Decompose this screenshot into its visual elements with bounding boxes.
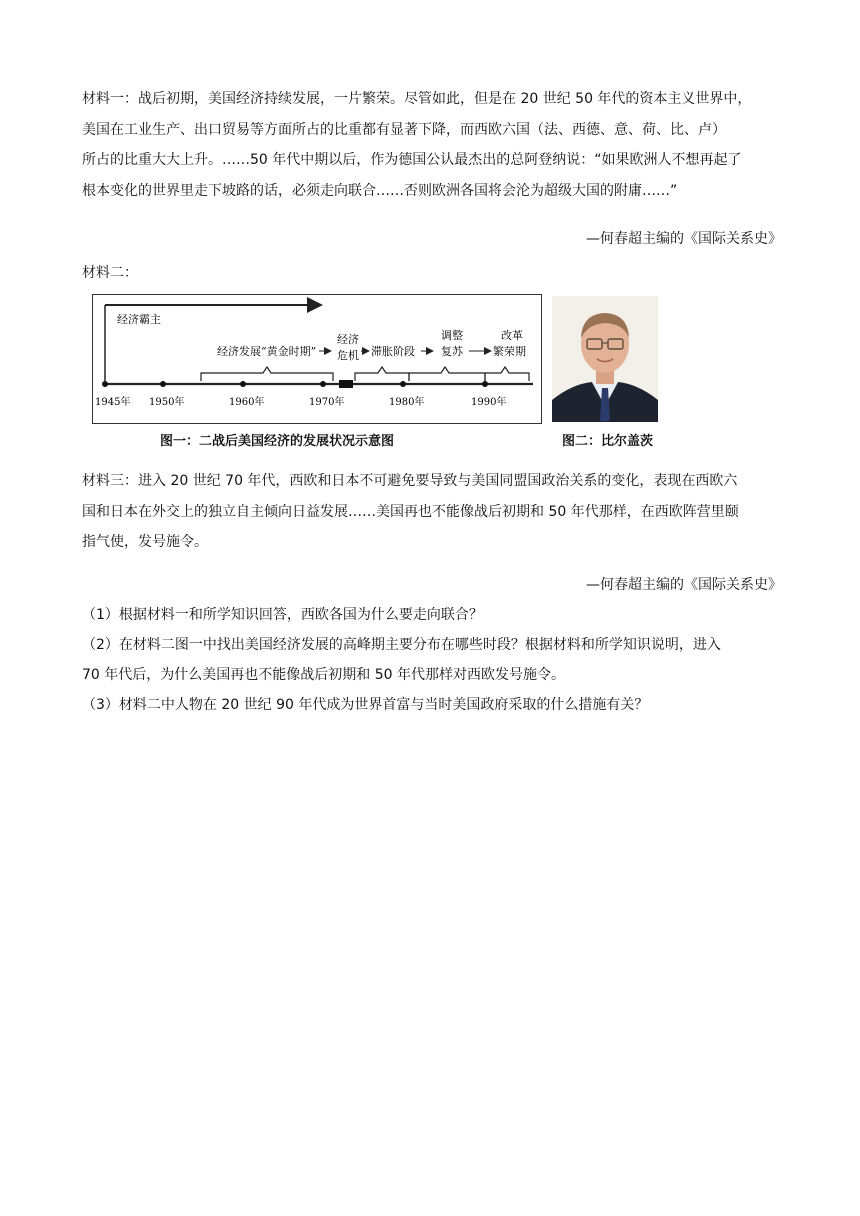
question-2-line1: （2）在材料二图一中找出美国经济发展的高峰期主要分布在哪些时段？根据材料和所学知识说明，进入: [82, 637, 721, 653]
timeline-diagram: [93, 295, 541, 423]
year-label: 1960年: [229, 397, 265, 408]
material2-label: 材料二：: [82, 265, 138, 281]
stage-adjust-2: 复苏: [441, 345, 463, 358]
stage-golden-age: 经济发展“黄金时期”: [217, 345, 317, 358]
questions-block: [82, 600, 782, 720]
year-label: 1990年: [471, 397, 507, 408]
tick-dot: [400, 381, 406, 387]
stage-crisis-2: 危机: [337, 349, 359, 362]
material1-line: 美国在工业生产、出口贸易等方面所占的比重都有显著下降，而西欧六国（法、西德、意、荷、比、卢）: [82, 121, 726, 138]
year-label: 1945年: [95, 397, 131, 408]
timeline-figure: [92, 294, 542, 424]
figure1-caption: 图一：二战后美国经济的发展状况示意图: [160, 434, 395, 449]
stage-adjust-1: 调整: [441, 329, 463, 342]
material3-line: 国和日本在外交上的独立自主倾向日益发展……美国再也不能像战后初期和 50 年代那样，在西欧阵营里颐: [82, 503, 739, 520]
bill-gates-photo: [552, 296, 658, 422]
hegemon-label: 经济霸主: [117, 313, 161, 326]
tick-dot: [320, 381, 326, 387]
stage-stagflation: 滞胀阶段: [371, 345, 415, 358]
stage-crisis-1: 经济: [337, 333, 359, 346]
brace-golden-age: [201, 367, 333, 381]
tick-dot: [160, 381, 166, 387]
material1-source: —何春超主编的《国际关系史》: [586, 231, 782, 247]
year-label: 1970年: [309, 397, 345, 408]
question-2-line2: 70 年代后，为什么美国再也不能像战后初期和 50 年代那样对西欧发号施令。: [82, 667, 565, 683]
brace-adjust: [409, 367, 485, 381]
material3-line: 指气使，发号施令。: [82, 534, 208, 550]
material3-source: —何春超主编的《国际关系史》: [586, 577, 782, 593]
stage-reform-2: 繁荣期: [493, 345, 526, 358]
crisis-marker: [339, 380, 353, 388]
question-3: （3）材料二中人物在 20 世纪 90 年代成为世界首富与当时美国政府采取的什么措施有关？: [82, 697, 649, 713]
stage-reform-1: 改革: [501, 329, 523, 342]
brace-reform: [485, 367, 529, 381]
material1-line: 根本变化的世界里走下坡路的话，必须走向联合……否则欧洲各国将会沦为超级大国的附庸……”: [82, 182, 678, 199]
tick-dot: [240, 381, 246, 387]
figure2-caption: 图二：比尔盖茨: [562, 434, 654, 449]
material1-paragraph: [82, 86, 782, 205]
tick-dot: [102, 381, 108, 387]
material3-paragraph: [82, 468, 782, 557]
material1-line: 材料一：战后初期，美国经济持续发展，一片繁荣。尽管如此，但是在 20 世纪 50 年代的资本主义世界中，: [82, 91, 752, 107]
material1-line: 所占的比重大大上升。……50 年代中期以后，作为德国公认最杰出的总阿登纳说：“如果欧洲人不想再起了: [82, 152, 742, 168]
question-1: （1）根据材料一和所学知识回答，西欧各国为什么要走向联合？: [82, 607, 483, 623]
material3-line: 材料三：进入 20 世纪 70 年代，西欧和日本不可避免要导致与美国同盟国政治关系的变化，表现在西欧六: [82, 473, 738, 489]
tick-dot: [482, 381, 488, 387]
brace-stagflation: [355, 367, 409, 381]
year-label: 1980年: [389, 397, 425, 408]
year-label: 1950年: [149, 397, 185, 408]
